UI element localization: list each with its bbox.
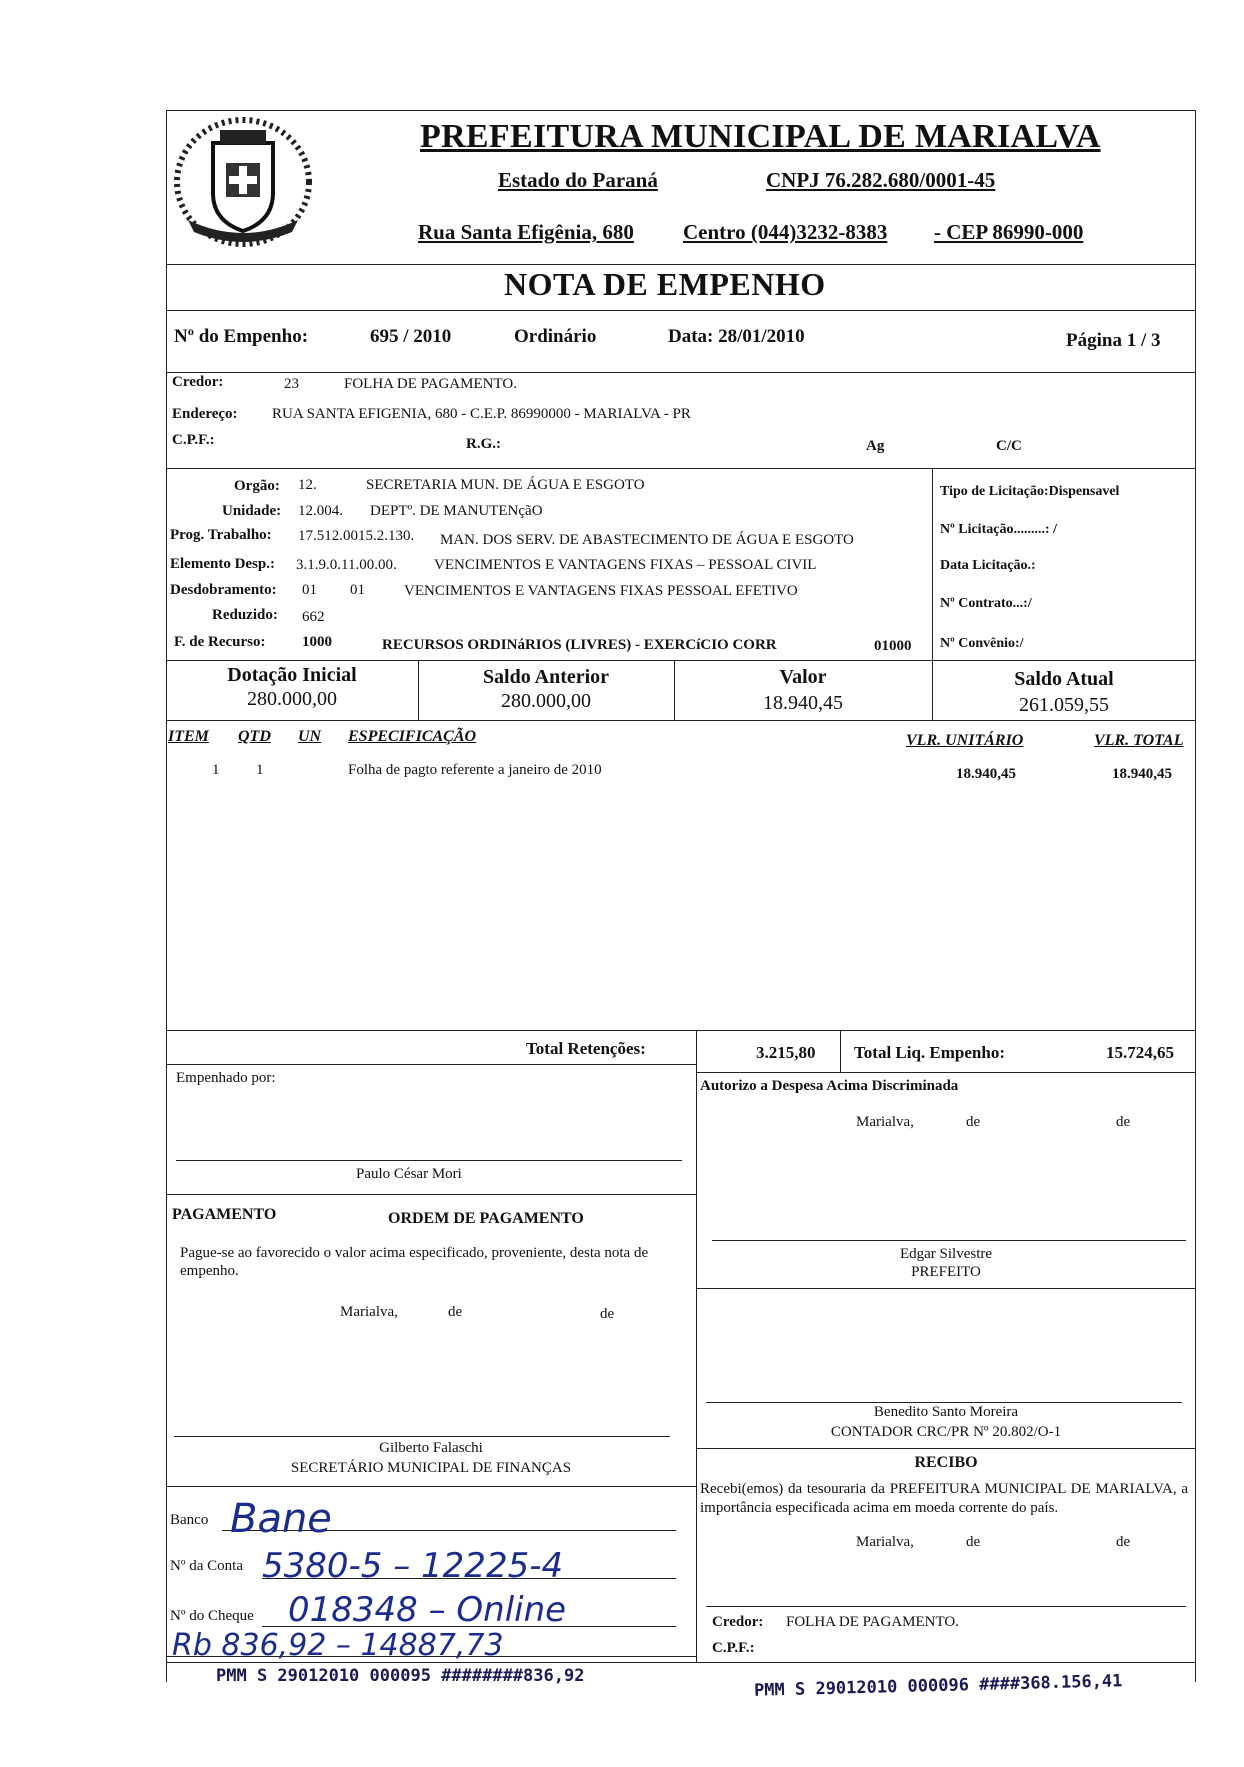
empenho-kind: Ordinário: [514, 326, 597, 347]
recibo-text: Recebi(emos) da tesouraria da PREFEITURA MUNICIPAL DE MARIALVA, a importância especificada acima em moeda corrente do país.: [700, 1481, 1188, 1516]
retencoes-value: 3.215,80: [756, 1043, 816, 1062]
saldo-atual-label: Saldo Atual: [1014, 668, 1114, 690]
unidade-label: Unidade:: [222, 503, 282, 519]
rg-label: R.G.:: [466, 436, 501, 452]
place-right: Marialva,: [856, 1114, 914, 1130]
desdobramento-label: Desdobramento:: [170, 582, 277, 598]
recibo-label: RECIBO: [914, 1454, 978, 1471]
item-total-value: 18.940,45: [1112, 766, 1172, 782]
credor-label: Credor:: [172, 374, 224, 390]
banco-label: Banco: [170, 1512, 209, 1528]
col-total-value: VLR. TOTAL: [1094, 732, 1184, 749]
street-address: Rua Santa Efigênia, 680: [418, 220, 634, 244]
contador-name: Benedito Santo Moreira: [873, 1404, 1019, 1420]
liquid-label: Total Liq. Empenho:: [854, 1043, 1005, 1062]
receipt-credor-value: FOLHA DE PAGAMENTO.: [786, 1614, 959, 1630]
liquid-value: 15.724,65: [1106, 1043, 1174, 1062]
place-receipt: Marialva,: [856, 1534, 914, 1550]
recurso-name: RECURSOS ORDINáRIOS (LIVRES) - EXERCíCIO CORR: [382, 637, 777, 653]
receipt-credor-label: Credor:: [712, 1614, 764, 1630]
numero-convenio: Nº Convênio:/: [940, 636, 1024, 651]
cpf-label: C.P.F.:: [172, 432, 215, 448]
handwritten-account: 5380-5 – 12225-4: [262, 1546, 564, 1586]
autorizo-text: Autorizo a Despesa Acima Discriminada: [700, 1078, 959, 1094]
prog-name: MAN. DOS SERV. DE ABASTECIMENTO DE ÁGUA E ESGOTO: [440, 532, 854, 548]
col-un: UN: [298, 728, 322, 745]
col-unit-value: VLR. UNITÁRIO: [906, 732, 1024, 749]
pague-text: Pague-se ao favorecido o valor acima especificado, proveniente, desta nota de empenho.: [180, 1245, 649, 1279]
de-right-2: de: [1116, 1114, 1131, 1130]
prog-code: 17.512.0015.2.130.: [298, 528, 415, 544]
de-receipt-1: de: [966, 1534, 981, 1550]
reduzido-label: Reduzido:: [212, 607, 278, 623]
desdobramento-name: VENCIMENTOS E VANTAGENS FIXAS PESSOAL EFETIVO: [404, 583, 798, 599]
cnpj-number: CNPJ 76.282.680/0001-45: [766, 168, 996, 192]
tipo-licitacao-text: Tipo de Licitação:Dispensavel: [940, 484, 1120, 499]
col-qtd: QTD: [238, 728, 271, 745]
agency-label: Ag: [866, 438, 885, 454]
recurso-label: F. de Recurso:: [174, 634, 266, 650]
unidade-name: DEPTº. DE MANUTENçãO: [370, 503, 543, 519]
de-left-2: de: [600, 1306, 615, 1322]
saldo-anterior-value: 280.000,00: [501, 690, 591, 712]
recurso-code: 1000: [302, 634, 332, 650]
de-receipt-2: de: [1116, 1534, 1131, 1550]
receipt-cpf-label: C.P.F.:: [712, 1640, 755, 1656]
de-left-1: de: [448, 1304, 463, 1320]
col-item: ITEM: [168, 728, 209, 745]
dotacao-value: 280.000,00: [247, 688, 337, 710]
orgao-label: Orgão:: [234, 478, 280, 494]
saldo-anterior-label: Saldo Anterior: [482, 666, 610, 688]
elemento-code: 3.1.9.0.11.00.00.: [296, 557, 397, 573]
elemento-label: Elemento Desp.:: [170, 556, 275, 572]
data-licitacao: Data Licitação.:: [940, 558, 1036, 573]
reduzido-value: 662: [302, 609, 325, 625]
bank-stamp-2: PMM S 29012010 000096 ####368.156,41: [753, 1671, 1123, 1701]
saldo-atual-value: 261.059,55: [1019, 694, 1109, 716]
prog-label: Prog. Trabalho:: [170, 527, 272, 543]
recurso-code-2: 01000: [874, 638, 912, 654]
credor-code: 23: [284, 376, 299, 392]
municipal-coat-of-arms: [168, 108, 318, 256]
orgao-name: SECRETARIA MUN. DE ÁGUA E ESGOTO: [366, 477, 645, 493]
empenho-number: 695 / 2010: [370, 326, 452, 347]
empenho-date: Data: 28/01/2010: [668, 326, 805, 347]
secretario-role: SECRETÁRIO MUNICIPAL DE FINANÇAS: [290, 1460, 572, 1476]
handwritten-bank: Bane: [230, 1496, 332, 1542]
bank-stamp-1: PMM S 29012010 000095 ########836,92: [216, 1666, 585, 1686]
document-title: NOTA DE EMPENHO: [504, 266, 826, 302]
item-spec: Folha de pagto referente a janeiro de 2010: [348, 762, 602, 778]
state-name: Estado do Paraná: [498, 168, 658, 192]
retencoes-label: Total Retenções:: [526, 1039, 646, 1058]
city-hall-title: PREFEITURA MUNICIPAL DE MARIALVA: [420, 118, 1101, 155]
empenhado-label: Empenhado por:: [176, 1070, 276, 1086]
col-spec: ESPECIFICAÇÃO: [348, 728, 477, 745]
place-left: Marialva,: [340, 1304, 398, 1320]
orgao-code: 12.: [298, 477, 317, 493]
empenho-label: Nº do Empenho:: [174, 326, 309, 347]
valor-label: Valor: [779, 666, 827, 688]
valor-value: 18.940,45: [763, 692, 843, 714]
de-right-1: de: [966, 1114, 981, 1130]
account-label: C/C: [996, 438, 1022, 454]
district-phone: Centro (044)3232-8383: [683, 220, 888, 244]
cep-number: - CEP 86990-000: [934, 220, 1084, 244]
item-qty: 1: [256, 762, 264, 778]
desdobramento-code-1: 01: [302, 582, 317, 598]
desdobramento-code-2: 01: [350, 582, 365, 598]
numero-contrato: Nº Contrato...:/: [940, 596, 1032, 611]
handwritten-cheque: 018348 – Online: [288, 1590, 567, 1630]
endereco-value: RUA SANTA EFIGENIA, 680 - C.E.P. 86990000 - MARIALVA - PR: [272, 406, 691, 422]
handwritten-amounts: Rb 836,92 – 14887,73: [172, 1628, 504, 1663]
secretario-name: Gilberto Falaschi: [379, 1440, 483, 1456]
endereco-label: Endereço:: [172, 406, 238, 422]
prefeito-name: Edgar Silvestre: [899, 1246, 993, 1262]
pagamento-label: PAGAMENTO: [172, 1206, 277, 1223]
dotacao-label: Dotação Inicial: [227, 664, 357, 686]
page-number: Página 1 / 3: [1066, 330, 1161, 351]
contador-role: CONTADOR CRC/PR Nº 20.802/O-1: [830, 1424, 1062, 1440]
item-number: 1: [212, 762, 220, 778]
conta-label: Nº da Conta: [170, 1558, 243, 1574]
empenhado-name: Paulo César Mori: [356, 1166, 462, 1182]
cheque-label: Nº do Cheque: [170, 1608, 254, 1624]
credor-name: FOLHA DE PAGAMENTO.: [344, 376, 517, 392]
elemento-name: VENCIMENTOS E VANTAGENS FIXAS – PESSOAL CIVIL: [434, 557, 817, 573]
item-unit-value: 18.940,45: [956, 766, 1016, 782]
tipo-licitacao: [940, 484, 1119, 500]
ordem-pagamento-label: ORDEM DE PAGAMENTO: [388, 1210, 584, 1227]
prefeito-role: PREFEITO: [911, 1264, 981, 1280]
unidade-code: 12.004.: [298, 503, 343, 519]
numero-licitacao: Nº Licitação.........: /: [940, 522, 1057, 537]
table-row: [166, 762, 1196, 788]
